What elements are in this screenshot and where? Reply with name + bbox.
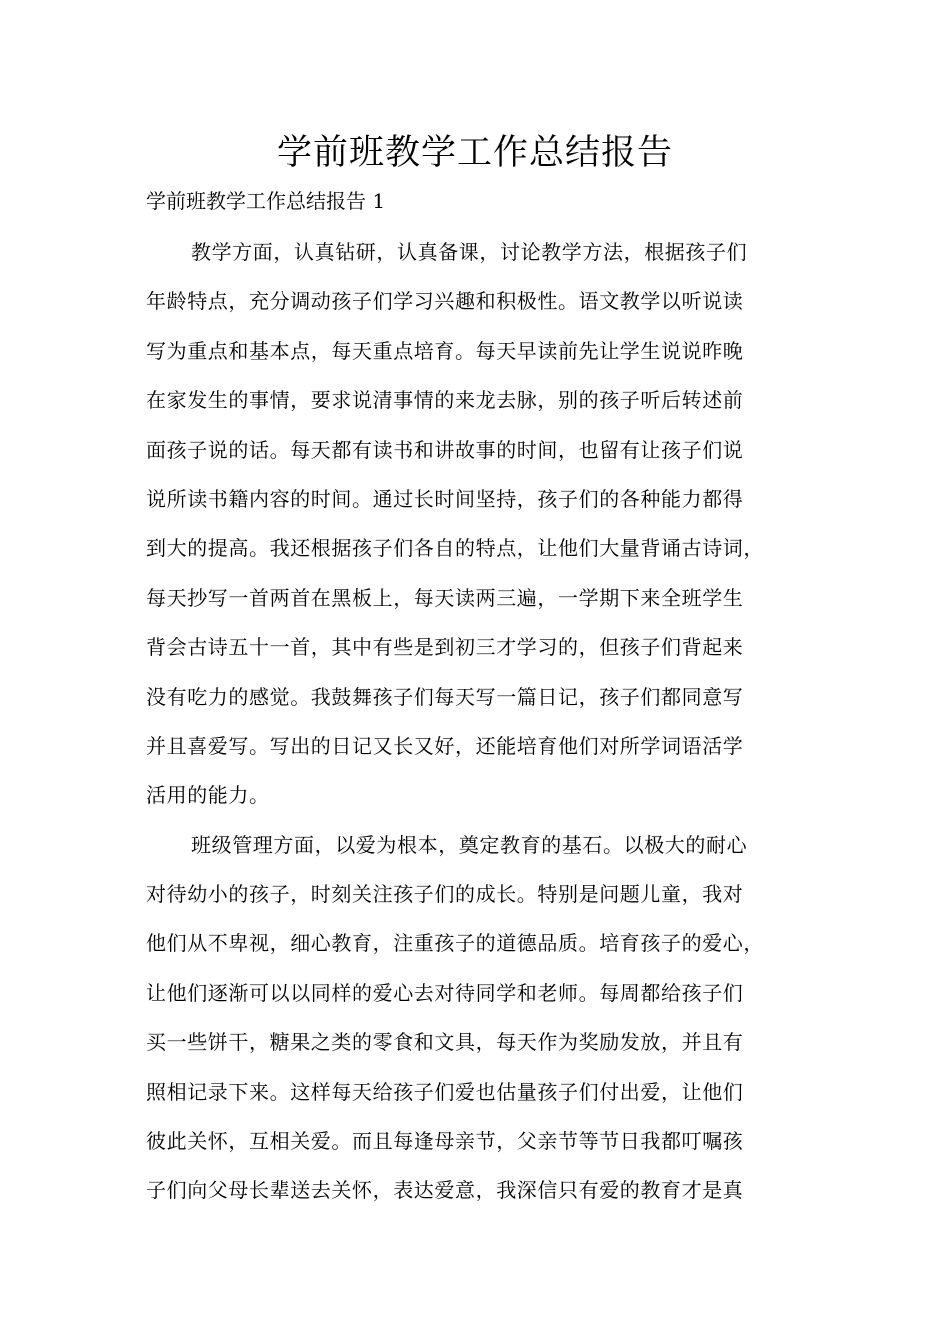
paragraph-line: 到大的提高。我还根据孩子们各自的特点，让他们大量背诵古诗词， [146,536,764,561]
paragraph-line: 教学方面，认真钻研，认真备课，讨论教学方法，根据孩子们 [191,240,748,264]
paragraph-line: 照相记录下来。这样每天给孩子们爱也估量孩子们付出爱，让他们 [146,1079,744,1104]
paragraph-line: 写为重点和基本点，每天重点培育。每天早读前先让学生说说昨晚 [146,338,744,363]
paragraph-teaching [146,228,826,821]
paragraph-line: 对待幼小的孩子，时刻关注孩子们的成长。特别是问题儿童，我对 [146,882,744,907]
paragraph-line: 子们向父母长辈送去关怀，表达爱意，我深信只有爱的教育才是真 [146,1178,744,1203]
paragraph-line: 活用的能力。 [146,783,270,808]
paragraph-line: 面孩子说的话。每天都有读书和讲故事的时间，也留有让孩子们说 [146,437,744,462]
paragraph-line: 买一些饼干，糖果之类的零食和文具，每天作为奖励发放，并且有 [146,1030,744,1055]
paragraph-line: 班级管理方面，以爱为根本，奠定教育的基石。以极大的耐心 [191,832,748,857]
document-title: 学前班教学工作总结报告 [276,133,673,173]
paragraph-line: 没有吃力的感觉。我鼓舞孩子们每天写一篇日记，孩子们都同意写 [146,684,744,709]
paragraph-line: 每天抄写一首两首在黑板上，每天读两三遍，一学期下来全班学生 [146,585,744,610]
document-body [146,228,826,1216]
paragraph-class-management [146,821,826,1216]
paragraph-line: 让他们逐渐可以以同样的爱心去对待同学和老师。每周都给孩子们 [146,980,744,1005]
paragraph-line: 年龄特点，充分调动孩子们学习兴趣和积极性。语文教学以听说读 [146,289,744,314]
paragraph-line: 他们从不卑视，细心教育，注重孩子的道德品质。培育孩子的爱心， [146,931,764,956]
document-subtitle: 学前班教学工作总结报告 1 [146,189,386,213]
paragraph-line: 说所读书籍内容的时间。通过长时间坚持，孩子们的各种能力都得 [146,486,744,511]
paragraph-line: 彼此关怀，互相关爱。而且每逢母亲节，父亲节等节日我都叮嘱孩 [146,1129,744,1154]
paragraph-line: 并且喜爱写。写出的日记又长又好，还能培育他们对所学词语活学 [146,733,744,758]
paragraph-line: 背会古诗五十一首，其中有些是到初三才学习的，但孩子们背起来 [146,635,744,660]
paragraph-line: 在家发生的事情，要求说清事情的来龙去脉，别的孩子听后转述前 [146,388,744,413]
